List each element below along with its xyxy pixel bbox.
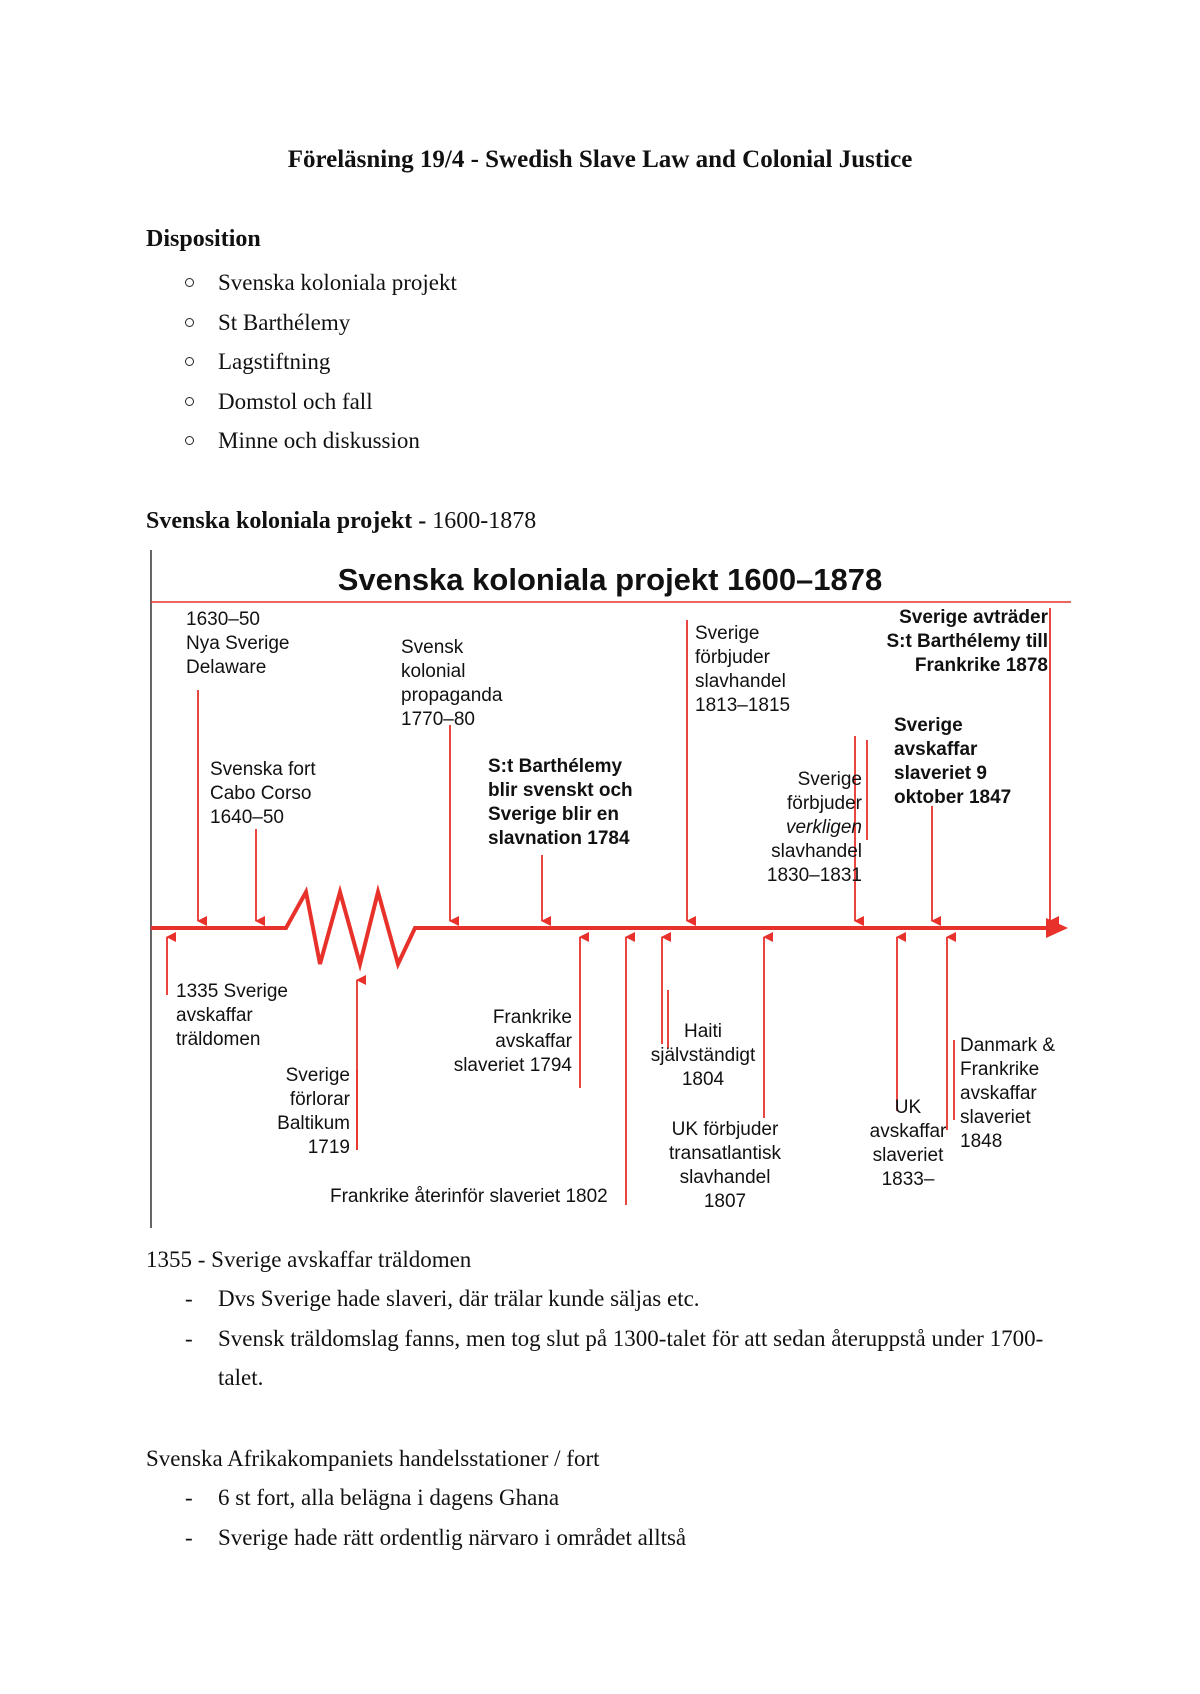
section-heading-afrikakompaniet: Svenska Afrikakompaniets handelsstationer / fort	[146, 1446, 600, 1471]
list-item: - Svensk träldomslag fanns, men tog slut på 1300-talet för att sedan återuppstå under 1700-talet.	[146, 1319, 1066, 1398]
timeline-label: Sverige avträder S:t Barthélemy till Frankrike 1878	[886, 607, 1048, 676]
dash-bullet-icon: -	[185, 1485, 193, 1510]
timeline-label: Sverige förbjuder slavhandel 1813–1815	[695, 623, 791, 716]
timeline-title: Svenska koloniala projekt 1600–1878	[337, 562, 883, 597]
list-item: St Barthélemy	[146, 303, 1146, 343]
timeline-label: 1630–50 Nya Sverige Delaware	[186, 609, 290, 678]
disposition-heading: Disposition	[146, 226, 261, 252]
timeline-label: Haiti självständigt 1804	[650, 1021, 756, 1090]
timeline-label: Frankrike återinför slaveriet 1802	[330, 1186, 608, 1207]
list-item: Minne och diskussion	[146, 421, 1146, 461]
list-item: - 6 st fort, alla belägna i dagens Ghana	[146, 1478, 1066, 1518]
list-item: - Sverige hade rätt ordentlig närvaro i området alltså	[146, 1518, 1066, 1558]
timeline-label: Frankrike avskaffar slaveriet 1794	[453, 1007, 572, 1076]
circle-bullet-icon	[185, 318, 194, 327]
timeline-label: Svenska fort Cabo Corso 1640–50	[210, 759, 316, 828]
timeline-label: S:t Barthélemy blir svenskt och Sverige blir en slavnation 1784	[488, 756, 633, 849]
timeline-label: Sverige avskaffar slaveriet 9 oktober 1847	[894, 715, 1012, 808]
list-item: Svenska koloniala projekt	[146, 263, 1146, 303]
timeline-label: 1335 Sverige avskaffar träldomen	[176, 981, 288, 1050]
timeline-figure	[148, 540, 1072, 1230]
section-heading-colonial: Svenska koloniala projekt - 1600-1878	[146, 508, 537, 534]
dash-bullet-icon: -	[185, 1286, 193, 1311]
timeline-label: UK avskaffar slaveriet 1833–	[869, 1097, 947, 1190]
timeline-label: Sverige förbjuder verkligen slavhandel 1830–1831	[766, 769, 862, 886]
document-title: Föreläsning 19/4 - Swedish Slave Law and Colonial Justice	[287, 146, 913, 173]
dash-bullet-icon: -	[185, 1325, 193, 1351]
section-heading-traldom: 1355 - Sverige avskaffar träldomen	[146, 1247, 472, 1272]
timeline-label: Danmark & Frankrike avskaffar slaveriet 1848	[960, 1035, 1056, 1152]
traldom-list	[146, 1279, 1066, 1398]
disposition-list	[146, 263, 1146, 461]
circle-bullet-icon	[185, 357, 194, 366]
list-item: Domstol och fall	[146, 382, 1146, 422]
circle-bullet-icon	[185, 278, 194, 287]
timeline-label: Sverige förlorar Baltikum 1719	[277, 1065, 350, 1158]
list-item: - Dvs Sverige hade slaveri, där trälar kunde säljas etc.	[146, 1279, 1066, 1319]
dash-bullet-icon: -	[185, 1524, 193, 1550]
timeline-label: UK förbjuder transatlantisk slavhandel 1807	[669, 1119, 781, 1212]
circle-bullet-icon	[185, 436, 194, 445]
circle-bullet-icon	[185, 397, 194, 406]
afrikakompaniet-list	[146, 1478, 1066, 1557]
timeline-label: Svensk kolonial propaganda 1770–80	[401, 637, 503, 730]
list-item: Lagstiftning	[146, 342, 1146, 382]
